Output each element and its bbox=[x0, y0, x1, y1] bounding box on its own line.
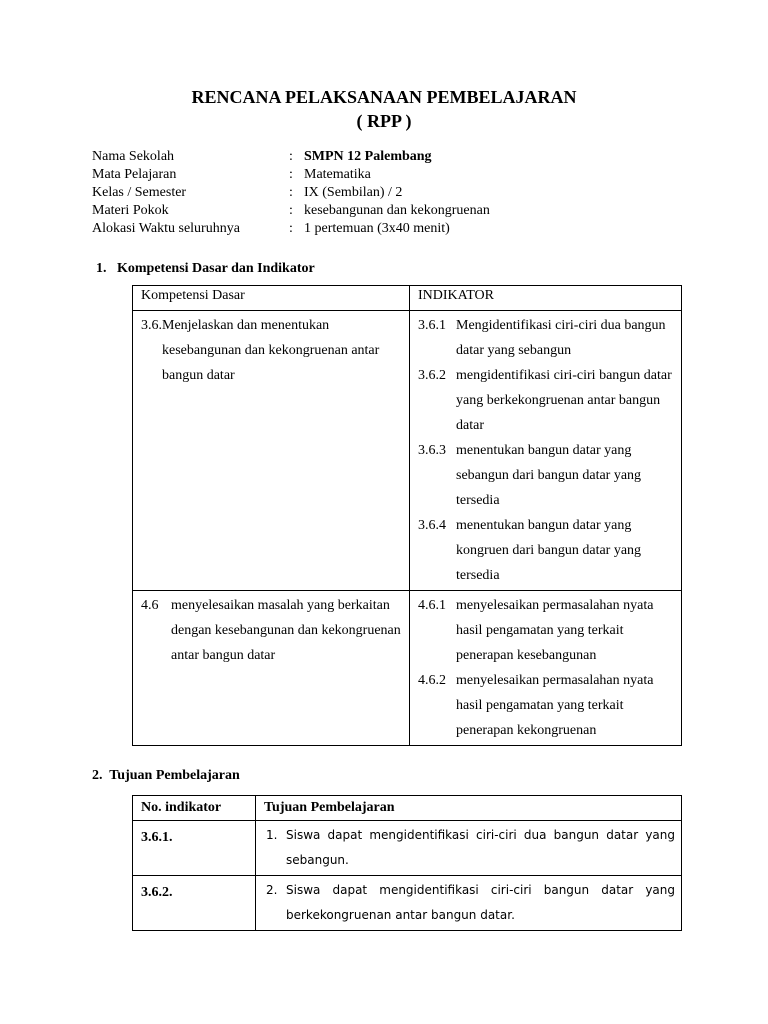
info-value: SMPN 12 Palembang bbox=[304, 149, 432, 164]
indicator-number: 3.6.3 bbox=[418, 443, 446, 458]
goal-text: Siswa dapat mengidentifikasi ciri-ciri dua bangun datar yang sebangun. bbox=[286, 828, 675, 867]
indicator-item bbox=[418, 363, 675, 438]
header-indikator: INDIKATOR bbox=[410, 286, 682, 311]
table-row bbox=[133, 311, 682, 591]
indicator-item bbox=[418, 313, 675, 363]
document-title: RENCANA PELAKSANAAN PEMBELAJARAN bbox=[191, 87, 577, 107]
indicator-item bbox=[418, 593, 675, 668]
table-header-row bbox=[133, 286, 682, 311]
goal-text: Siswa dapat mengidentifikasi ciri-ciri bangun datar yang berkekongruenan antar bangun datar. bbox=[286, 883, 675, 922]
indicator-number: 3.6.1 bbox=[418, 318, 446, 333]
kd-text: menyelesaikan masalah yang berkaitan dengan kesebangunan dan kekongruenan antar bangun datar bbox=[171, 598, 401, 663]
kd-item bbox=[141, 313, 403, 388]
indicator-item bbox=[418, 668, 675, 743]
goal-number: 2. bbox=[266, 883, 278, 897]
tujuan-table bbox=[132, 795, 682, 931]
info-label: Mata Pelajaran bbox=[92, 167, 177, 182]
indicator-number: 4.6.2 bbox=[418, 673, 446, 688]
header-no-indikator: No. indikator bbox=[133, 796, 256, 821]
info-row-time bbox=[92, 220, 692, 238]
info-colon: : bbox=[289, 167, 293, 182]
kompetensi-table bbox=[132, 285, 682, 746]
info-value: Matematika bbox=[304, 167, 371, 182]
indicator-text: mengidentifikasi ciri-ciri bangun datar yang berkekongruenan antar bangun datar bbox=[456, 368, 672, 433]
indicator-item bbox=[418, 438, 675, 513]
header-tujuan: Tujuan Pembelajaran bbox=[256, 796, 682, 821]
table-row bbox=[133, 876, 682, 931]
indicator-text: menentukan bangun datar yang kongruen dari bangun datar yang tersedia bbox=[456, 518, 642, 583]
info-colon: : bbox=[289, 221, 293, 236]
indicator-no-cell: 3.6.2. bbox=[133, 876, 256, 931]
table-header-row bbox=[133, 796, 682, 821]
table-row bbox=[133, 591, 682, 746]
kd-number: 4.6 bbox=[141, 598, 159, 613]
info-colon: : bbox=[289, 149, 293, 164]
goal-cell bbox=[256, 821, 682, 876]
indicator-item bbox=[418, 513, 675, 588]
kd-text bbox=[162, 313, 403, 388]
indicator-no-cell: 3.6.1. bbox=[133, 821, 256, 876]
info-value: kesebangunan dan kekongruenan bbox=[304, 203, 490, 218]
kd-number: 3.6. bbox=[141, 318, 162, 333]
info-label: Nama Sekolah bbox=[92, 149, 175, 164]
table-row bbox=[133, 821, 682, 876]
kd-cell bbox=[133, 311, 410, 591]
info-row-subject bbox=[92, 166, 692, 184]
identity-block bbox=[92, 148, 692, 238]
goal-cell bbox=[256, 876, 682, 931]
goal-item bbox=[264, 823, 675, 873]
info-label: Alokasi Waktu seluruhnya bbox=[92, 221, 240, 236]
info-value: 1 pertemuan (3x40 menit) bbox=[304, 221, 450, 236]
info-label: Materi Pokok bbox=[92, 203, 169, 218]
section-title-tujuan: 2. Tujuan Pembelajaran bbox=[92, 768, 240, 783]
header-kompetensi-dasar: Kompetensi Dasar bbox=[133, 286, 410, 311]
indicator-cell bbox=[410, 591, 682, 746]
info-row-topic bbox=[92, 202, 692, 220]
kd-cell bbox=[133, 591, 410, 746]
section-title-kompetensi: 1. Kompetensi Dasar dan Indikator bbox=[96, 261, 315, 276]
indicator-text: Mengidentifikasi ciri-ciri dua bangun datar yang sebangun bbox=[456, 318, 666, 358]
indicator-text: menentukan bangun datar yang sebangun dari bangun datar yang tersedia bbox=[456, 443, 642, 508]
info-label: Kelas / Semester bbox=[92, 185, 187, 200]
document-subtitle: ( RPP ) bbox=[356, 111, 412, 131]
indicator-number: 4.6.1 bbox=[418, 598, 446, 613]
indicator-cell bbox=[410, 311, 682, 591]
kd-item bbox=[141, 593, 403, 668]
info-value: IX (Sembilan) / 2 bbox=[304, 185, 403, 200]
goal-number: 1. bbox=[266, 828, 278, 842]
indicator-number: 3.6.2 bbox=[418, 368, 446, 383]
info-row-class bbox=[92, 184, 692, 202]
kd-text-content: Menjelaskan dan menentukan kesebangunan dan kekongruenan antar bangun datar bbox=[162, 318, 380, 383]
info-colon: : bbox=[289, 185, 293, 200]
indicator-text: menyelesaikan permasalahan nyata hasil pengamatan yang terkait penerapan kesebangunan bbox=[456, 598, 654, 663]
indicator-number: 3.6.4 bbox=[418, 518, 446, 533]
goal-item bbox=[264, 878, 675, 928]
info-colon: : bbox=[289, 203, 293, 218]
info-row-school bbox=[92, 148, 692, 166]
indicator-text: menyelesaikan permasalahan nyata hasil pengamatan yang terkait penerapan kekongruenan bbox=[456, 673, 654, 738]
